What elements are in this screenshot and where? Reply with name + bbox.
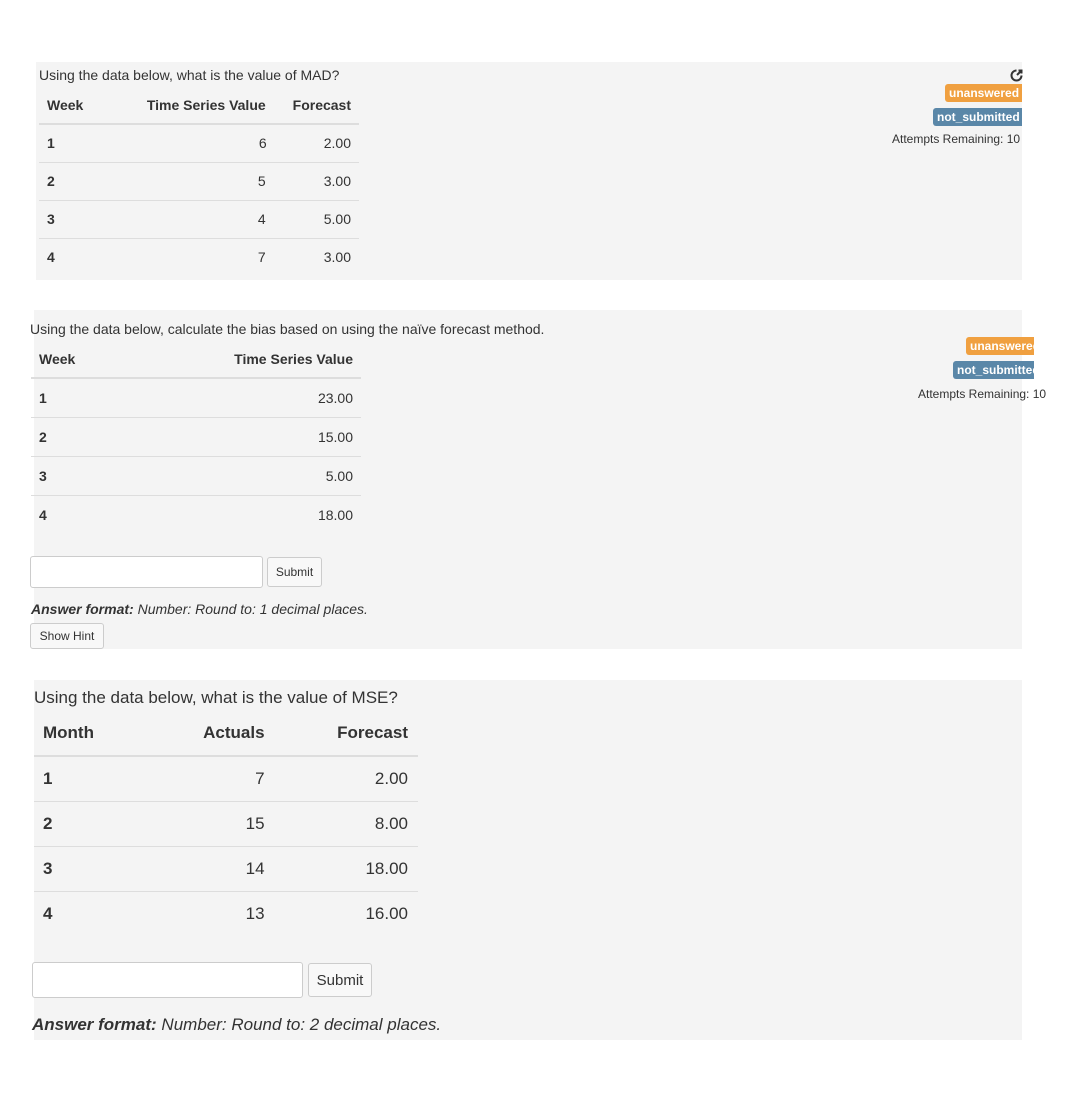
table-row xyxy=(31,456,361,495)
week-cell: 3 xyxy=(39,200,101,238)
table-header: Week xyxy=(31,340,117,378)
week-cell: 4 xyxy=(39,238,101,276)
show-hint-button[interactable]: Show Hint xyxy=(30,623,104,649)
answer-format xyxy=(31,601,368,617)
value-cell: 18.00 xyxy=(117,495,361,534)
table-header: Time Series Value xyxy=(117,340,361,378)
table-header: Forecast xyxy=(266,710,418,756)
answer-format xyxy=(32,1015,441,1035)
question-3-table xyxy=(34,710,418,936)
month-cell: 4 xyxy=(34,891,148,936)
table-header: Month xyxy=(34,710,148,756)
question-2-table xyxy=(31,340,361,534)
answer-format-label: Answer format: xyxy=(31,601,134,617)
forecast-cell: 16.00 xyxy=(266,891,418,936)
value-cell: 4 xyxy=(101,200,267,238)
table-header: Actuals xyxy=(148,710,266,756)
actuals-cell: 13 xyxy=(148,891,266,936)
week-cell: 3 xyxy=(31,456,117,495)
submit-button[interactable]: Submit xyxy=(267,557,322,587)
month-cell: 2 xyxy=(34,801,148,846)
month-cell: 1 xyxy=(34,756,148,801)
table-row xyxy=(31,417,361,456)
value-cell: 7 xyxy=(101,238,267,276)
answer-format-text: Number: Round to: 2 decimal places. xyxy=(161,1015,442,1034)
actuals-cell: 14 xyxy=(148,846,266,891)
table-row xyxy=(39,124,359,162)
answer-format-text: Number: Round to: 1 decimal places. xyxy=(137,601,368,617)
week-cell: 2 xyxy=(39,162,101,200)
answer-format-label: Answer format: xyxy=(32,1015,157,1034)
table-header: Time Series Value xyxy=(101,86,267,124)
table-row xyxy=(34,846,418,891)
submit-button[interactable]: Submit xyxy=(308,963,372,997)
question-1-text: Using the data below, what is the value of MAD? xyxy=(39,67,340,83)
table-header: Forecast xyxy=(267,86,359,124)
forecast-cell: 18.00 xyxy=(266,846,418,891)
table-row xyxy=(39,238,359,276)
status-badge-not-submitted: not_submitted xyxy=(953,361,1034,379)
value-cell: 23.00 xyxy=(117,378,361,417)
status-badge-not-submitted: not_submitted xyxy=(933,108,1022,126)
table-row xyxy=(31,378,361,417)
question-3-text: Using the data below, what is the value of MSE? xyxy=(34,688,398,707)
table-row xyxy=(39,200,359,238)
table-row xyxy=(31,495,361,534)
value-cell: 5 xyxy=(101,162,267,200)
forecast-cell: 3.00 xyxy=(267,238,359,276)
attempts-remaining: Attempts Remaining: 10 xyxy=(918,387,1047,401)
actuals-cell: 15 xyxy=(148,801,266,846)
question-2-text: Using the data below, calculate the bias based on using the naïve forecast method. xyxy=(30,321,545,337)
forecast-cell: 3.00 xyxy=(267,162,359,200)
forecast-cell: 5.00 xyxy=(267,200,359,238)
forecast-cell: 2.00 xyxy=(266,756,418,801)
table-row xyxy=(39,162,359,200)
answer-input[interactable] xyxy=(32,962,303,998)
table-row xyxy=(34,756,418,801)
question-2-panel xyxy=(30,310,1047,649)
value-cell: 15.00 xyxy=(117,417,361,456)
week-cell: 1 xyxy=(31,378,117,417)
status-badge-unanswered: unanswered xyxy=(945,84,1022,102)
table-row xyxy=(34,801,418,846)
value-cell: 5.00 xyxy=(117,456,361,495)
value-cell: 6 xyxy=(101,124,267,162)
forecast-cell: 8.00 xyxy=(266,801,418,846)
question-1-table xyxy=(39,86,359,276)
share-icon[interactable] xyxy=(1010,69,1023,82)
week-cell: 1 xyxy=(39,124,101,162)
actuals-cell: 7 xyxy=(148,756,266,801)
attempts-remaining: Attempts Remaining: 10 xyxy=(892,132,1021,146)
status-badge-unanswered: unanswered xyxy=(966,337,1034,355)
week-cell: 2 xyxy=(31,417,117,456)
table-row xyxy=(34,891,418,936)
question-1-panel xyxy=(36,62,1022,280)
week-cell: 4 xyxy=(31,495,117,534)
question-3-panel xyxy=(34,680,1022,1040)
forecast-cell: 2.00 xyxy=(267,124,359,162)
answer-input[interactable] xyxy=(30,556,263,588)
month-cell: 3 xyxy=(34,846,148,891)
table-header: Week xyxy=(39,86,101,124)
